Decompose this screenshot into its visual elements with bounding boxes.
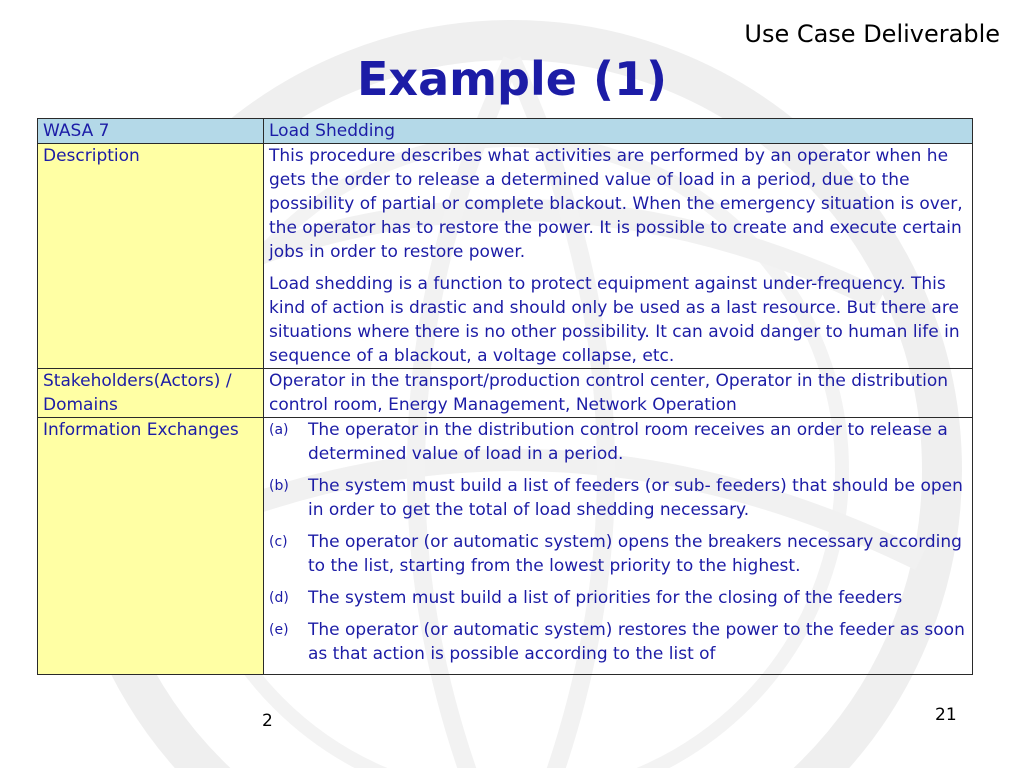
list-item [269,618,967,666]
stakeholders-label: Stakeholders(Actors) / Domains [38,369,264,418]
information-exchanges-cell [264,418,973,675]
exchange-list [269,418,967,666]
list-item-text: The operator in the distribution control room receives an order to release a determined value of load in a period. [308,420,948,464]
description-cell [264,144,973,369]
page-number-left: 2 [262,711,273,731]
table-row-header [38,119,973,144]
deliverable-label: Use Case Deliverable [744,20,1000,48]
use-case-table [37,118,973,675]
list-marker: (a) [269,422,289,438]
list-item-text: The operator (or automatic system) restores the power to the feeder as soon as that action is possible according to the list of [308,620,965,664]
table-row-description [38,144,973,369]
list-item [269,530,967,578]
use-case-id-cell: WASA 7 [38,119,264,144]
slide-title: Example (1) [356,52,668,106]
description-paragraph: Load shedding is a function to protect equipment against under-frequency. This kind of action is drastic and should only be used as a last resource. But there are situations where there is no other possibility. It can avoid danger to human life in sequence of a blackout, a voltage collapse, etc. [269,274,960,366]
list-marker: (d) [269,590,289,606]
use-case-name-cell: Load Shedding [264,119,973,144]
list-item [269,586,967,610]
list-item-text: The system must build a list of priorities for the closing of the feeders [308,588,903,608]
list-marker: (e) [269,622,289,638]
description-label: Description [38,144,264,369]
page-number-right: 21 [935,705,957,725]
list-item-text: The operator (or automatic system) opens the breakers necessary according to the list, starting from the lowest priority to the highest. [308,532,962,576]
information-exchanges-label: Information Exchanges [38,418,264,675]
list-item-text: The system must build a list of feeders (or sub- feeders) that should be open in order to get the total of load shedding necessary. [308,476,963,520]
table-row-information-exchanges [38,418,973,675]
list-marker: (b) [269,478,289,494]
stakeholders-cell: Operator in the transport/production control center, Operator in the distribution control room, Energy Management, Network Operation [264,369,973,418]
table-row-stakeholders [38,369,973,418]
description-paragraph: This procedure describes what activities are performed by an operator when he gets the order to release a determined value of load in a period, due to the possibility of partial or complete blackout. When the emergency situation is over, the operator has to restore the power. It is possible to create and execute certain jobs in order to restore power. [269,146,963,262]
list-item [269,418,967,466]
list-marker: (c) [269,534,288,550]
list-item [269,474,967,522]
